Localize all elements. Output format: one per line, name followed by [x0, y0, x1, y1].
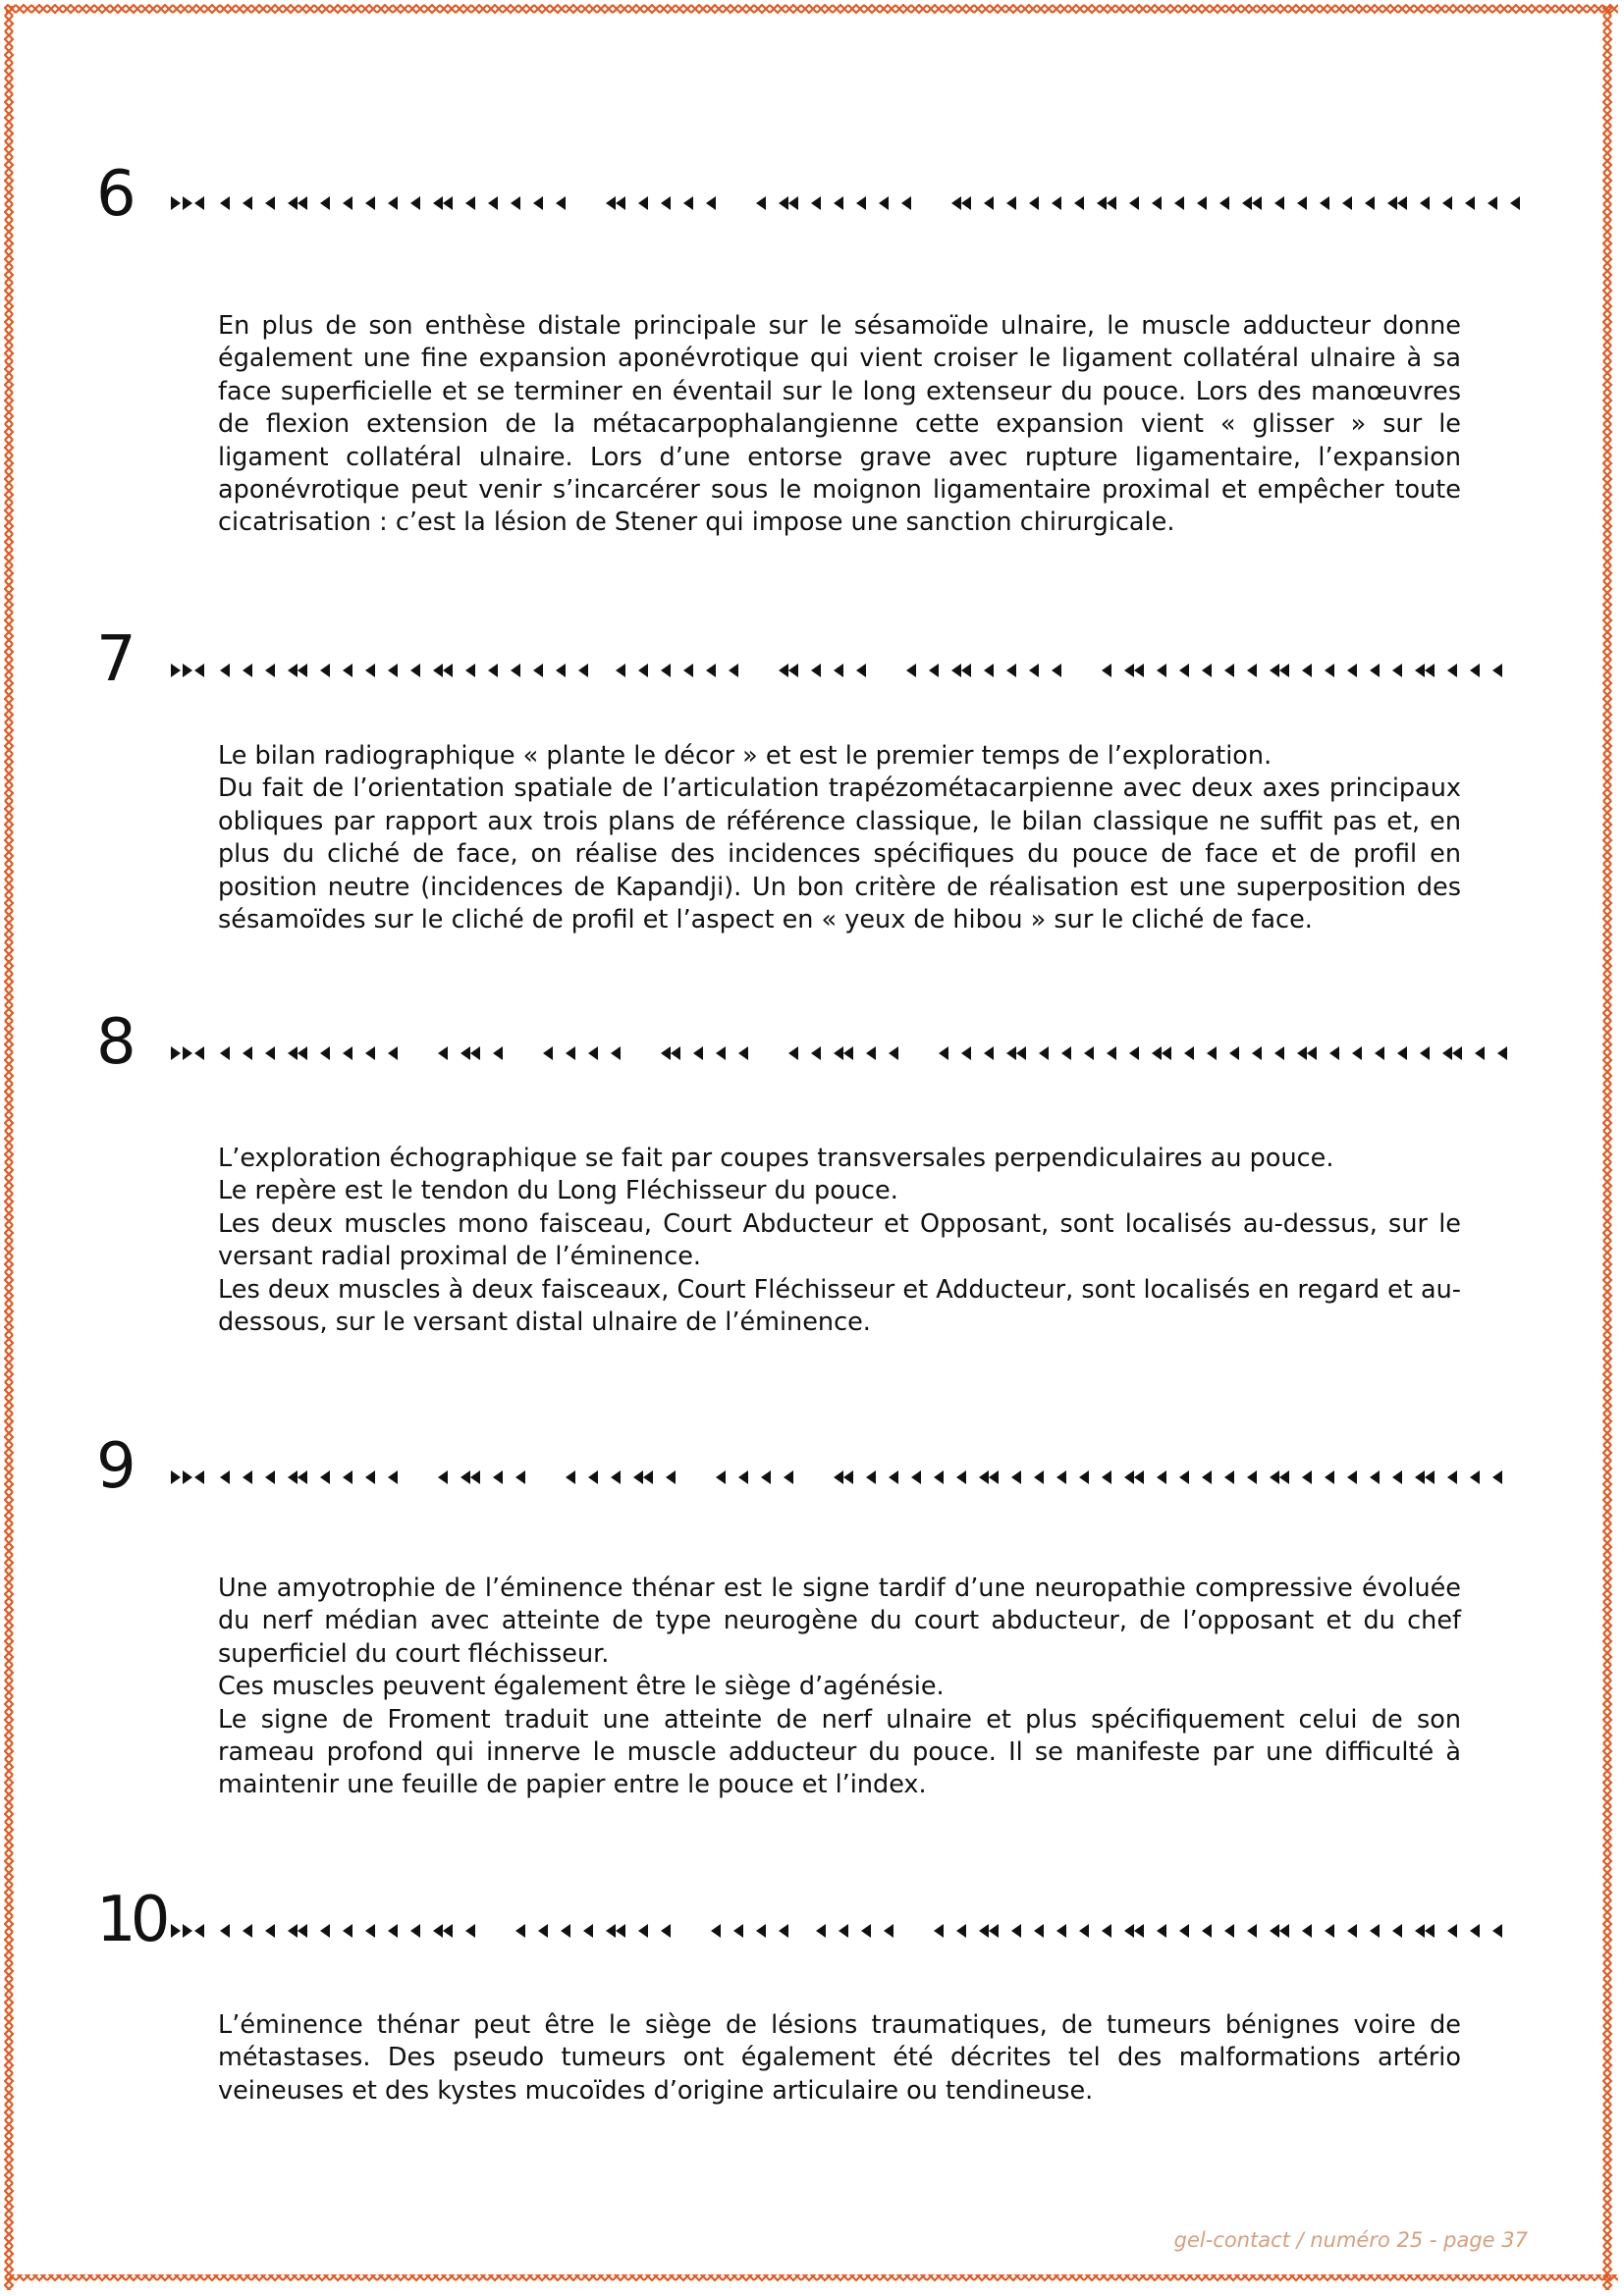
arrow-rule-icon: [169, 188, 1524, 218]
section-number: 6: [96, 158, 135, 231]
section-body: [218, 2009, 1461, 2108]
paragraph: Le repère est le tendon du Long Fléchisseur du pouce.: [218, 1176, 898, 1206]
section-number: 8: [96, 1006, 135, 1079]
section-body: [218, 1143, 1461, 1339]
arrow-rule-icon: [169, 1039, 1524, 1068]
paragraph: Ces muscles peuvent également être le siège d’agénésie.: [218, 1672, 945, 1702]
paragraph: Le bilan radiographique « plante le décor » et est le premier temps de l’exploration.: [218, 741, 1272, 771]
paragraph: L’éminence thénar peut être le siège de lésions traumatiques, de tumeurs bénignes voire de métastases. Des pseudo tumeurs ont également été décrites tel des malformations artério veineuses et des kystes mucoïdes d’origine articulaire ou tendineuse.: [218, 2010, 1461, 2106]
section-body: [218, 1573, 1461, 1802]
paragraph: L’exploration échographique se fait par coupes transversales perpendiculaires au pouce.: [218, 1144, 1334, 1173]
section-body: [218, 310, 1461, 540]
page-footer: gel-contact / numéro 25 - page 37: [1173, 2228, 1528, 2252]
arrow-rule-icon: [169, 656, 1524, 685]
paragraph: Le signe de Froment traduit une atteinte de nerf ulnaire et plus spécifiquement celui de son rameau profond qui innerve le muscle adducteur du pouce. Il se manifeste par une difficulté à maintenir une feuille de papier entre le pouce et l’index.: [218, 1704, 1461, 1800]
paragraph: Une amyotrophie de l’éminence thénar est le signe tardif d’une neuropathie compressive évoluée du nerf médian avec atteinte de type neurogène du court abducteur, de l’opposant et du chef superficiel du court fléchisseur.: [218, 1574, 1461, 1669]
section-number: 10: [96, 1884, 165, 1956]
paragraph: Les deux muscles à deux faisceaux, Court Fléchisseur et Adducteur, sont localisés en regard et au-dessous, sur le versant distal ulnaire de l’éminence.: [218, 1274, 1461, 1338]
paragraph: En plus de son enthèse distale principale sur le sésamoïde ulnaire, le muscle adducteur donne également une fine expansion aponévrotique qui vient croiser le ligament collatéral ulnaire à sa face superficielle et se terminer en éventail sur le long extenseur du pouce. Lors des manœuvres de flexion extension de la métacarpophalangienne cette expansion vient « glisser » sur le ligament collatéral ulnaire. Lors d’une entorse grave avec rupture ligamentaire, l’expansion aponévrotique peut venir s’incarcérer sous le moignon ligamentaire proximal et empêcher toute cicatrisation : c’est la lésion de Stener qui impose une sanction chirurgicale.: [218, 311, 1461, 538]
arrow-rule-icon: [169, 1463, 1524, 1492]
paragraph: Les deux muscles mono faisceau, Court Abducteur et Opposant, sont localisés au-dessus, sur le versant radial proximal de l’éminence.: [218, 1208, 1461, 1272]
section-number: 7: [96, 623, 135, 696]
section-body: [218, 740, 1461, 936]
arrow-rule-icon: [169, 1916, 1524, 1946]
section-number: 9: [96, 1430, 135, 1503]
paragraph: Du fait de l’orientation spatiale de l’articulation trapézométacarpienne avec deux axes principaux obliques par rapport aux trois plans de référence classique, le bilan classique ne suffit pas et, en plus du cliché de face, on réalise des incidences spécifiques du pouce de face et de profil en position neutre (incidences de Kapandji). Un bon critère de réalisation est une superposition des sésamoïdes sur le cliché de profil et l’aspect en « yeux de hibou » sur le cliché de face.: [218, 774, 1461, 935]
